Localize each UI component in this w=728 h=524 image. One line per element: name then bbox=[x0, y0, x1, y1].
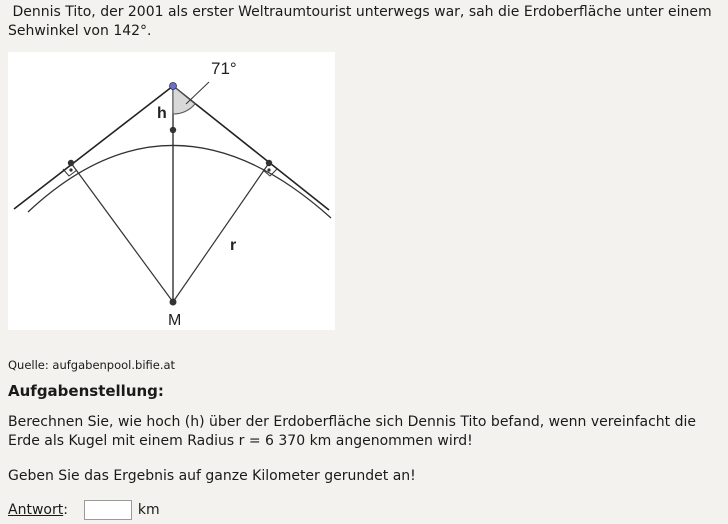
angle-leader-line bbox=[186, 82, 209, 104]
radius-label: r bbox=[230, 237, 237, 254]
tangent-point-right bbox=[266, 160, 272, 166]
answer-label: Antwort bbox=[8, 502, 64, 518]
surface-point bbox=[170, 127, 176, 133]
task-text: Berechnen Sie, wie hoch (h) über der Erdoberfläche sich Dennis Tito befand, wenn vereinfacht die Erde als Kugel mit einem Radius r = 6 370 km angenommen wird! bbox=[8, 414, 696, 449]
intro-text-content: Dennis Tito, der 2001 als erster Weltraumtourist unterwegs war, sah die Erdoberfläche unter einem Sehwinkel von 142°. bbox=[8, 4, 712, 39]
right-angle-dot-left bbox=[69, 168, 72, 171]
center-point bbox=[170, 299, 177, 306]
answer-row bbox=[8, 499, 160, 521]
right-angle-dot-right bbox=[267, 168, 270, 171]
tangent-line-right bbox=[173, 86, 329, 210]
geometry-figure bbox=[8, 52, 335, 330]
angle-label: 71° bbox=[211, 59, 237, 78]
answer-unit: km bbox=[137, 502, 160, 518]
tangent-point-left bbox=[68, 160, 74, 166]
task-heading: Aufgabenstellung: bbox=[8, 382, 164, 400]
center-label: M bbox=[168, 312, 182, 329]
answer-colon: : bbox=[63, 502, 68, 518]
height-label: h bbox=[157, 105, 167, 122]
radius-line-right bbox=[173, 163, 269, 302]
earth-surface-arc bbox=[28, 145, 331, 218]
intro-text bbox=[8, 3, 723, 41]
observer-point bbox=[170, 83, 177, 90]
geometry-diagram bbox=[8, 52, 335, 330]
radius-line-left bbox=[71, 163, 173, 302]
answer-input[interactable] bbox=[84, 500, 132, 520]
source-citation: Quelle: aufgabenpool.bifie.at bbox=[8, 358, 176, 372]
instruction-text: Geben Sie das Ergebnis auf ganze Kilometer gerundet an! bbox=[8, 468, 416, 484]
